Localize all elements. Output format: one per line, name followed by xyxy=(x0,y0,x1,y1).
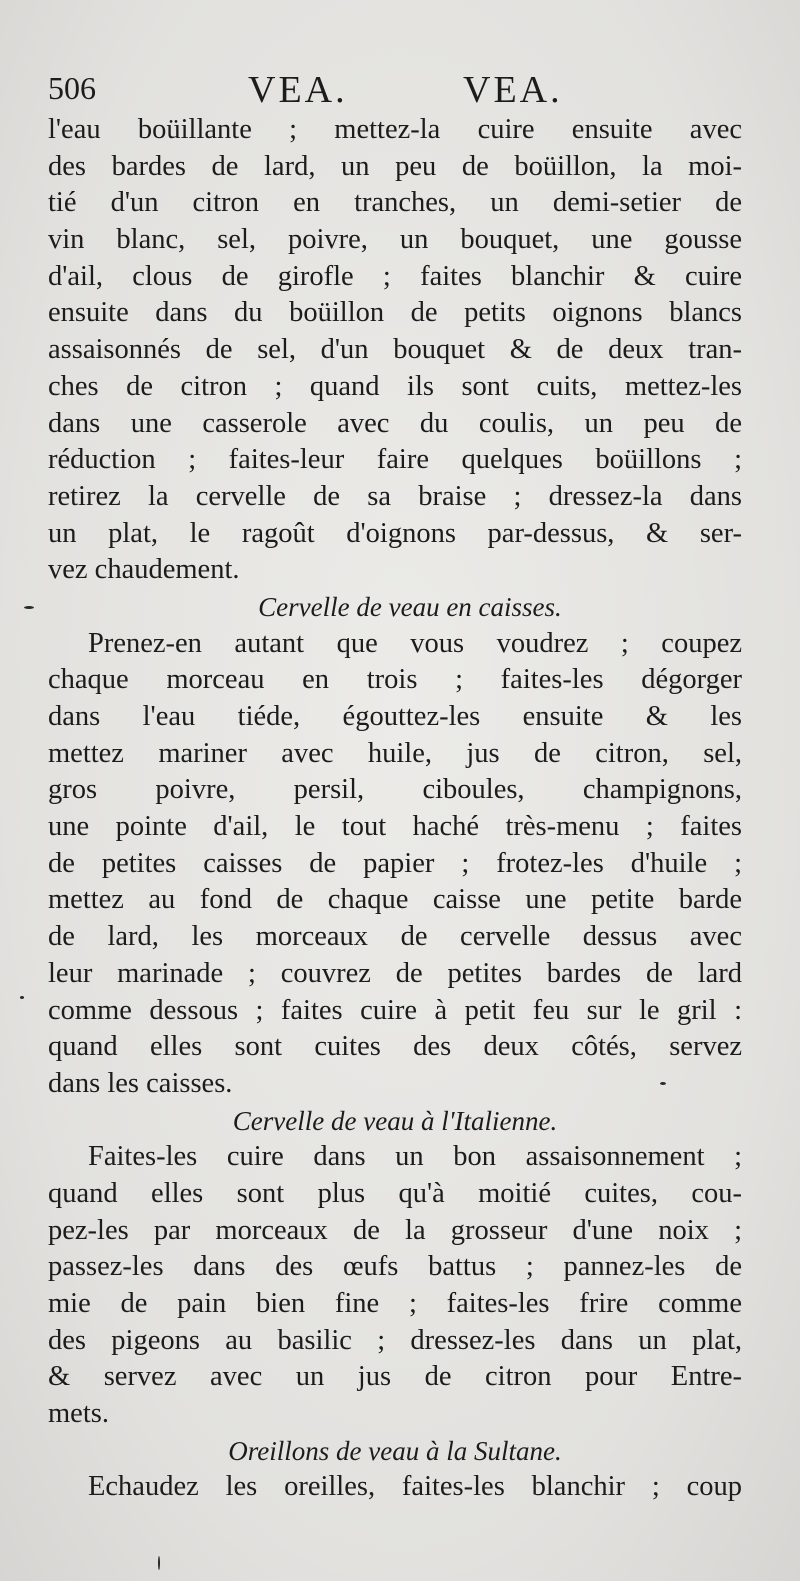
section-heading: Cervelle de veau à l'Italienne. xyxy=(232,1105,558,1136)
text-line: comme dessous ; faites cuire à petit feu sur le gril : xyxy=(48,994,742,1026)
text-line: l'eau boüillante ; mettez-la cuire ensuite avec xyxy=(48,114,742,145)
text-line: mie de pain bien fine ; faites-les frire comme xyxy=(48,1288,742,1319)
text-line: chaque morceau en trois ; faites-les dégorger xyxy=(48,664,742,696)
text-line: ches de citron ; quand ils sont cuits, mettez-les xyxy=(48,370,742,402)
page-number: 506 xyxy=(48,70,96,106)
running-head-left: VEA. xyxy=(248,69,348,111)
text-line: vez chaudement. xyxy=(48,554,240,586)
text-line: de petites caisses de papier ; frotez-les d'huile ; xyxy=(48,847,742,879)
text-line: dans une casserole avec du coulis, un peu de xyxy=(48,407,742,439)
text-line: un plat, le ragoût d'oignons par-dessus, & ser- xyxy=(48,517,742,549)
text-line: mets. xyxy=(48,1398,109,1430)
text-line: d'ail, clous de girofle ; faites blanchir & cuire xyxy=(48,260,742,292)
running-head-right: VEA. xyxy=(463,69,563,111)
text-line: leur marinade ; couvrez de petites bardes de lard xyxy=(48,957,742,989)
ink-speck xyxy=(158,1556,160,1570)
text-line: retirez la cervelle de sa braise ; dressez-la dans xyxy=(48,480,742,512)
ink-speck xyxy=(660,1082,666,1085)
page-body xyxy=(48,112,742,1506)
text-line: de lard, les morceaux de cervelle dessus avec xyxy=(48,921,742,953)
page-header xyxy=(48,68,588,112)
text-line: tié d'un citron en tranches, un demi-setier de xyxy=(48,187,742,219)
text-line: quand elles sont plus qu'à moitié cuites, cou- xyxy=(48,1177,742,1209)
text-line: gros poivre, persil, ciboules, champignons, xyxy=(48,774,742,806)
text-line: Echaudez les oreilles, faites-les blanchir ; coup xyxy=(88,1471,742,1503)
text-line: vin blanc, sel, poivre, un bouquet, une gousse xyxy=(48,224,742,256)
text-line: des pigeons au basilic ; dressez-les dans un plat, xyxy=(48,1324,742,1356)
text-line: des bardes de lard, un peu de boüillon, la moi- xyxy=(48,150,742,182)
text-line: dans l'eau tiéde, égouttez-les ensuite & les xyxy=(48,701,742,732)
text-line: une pointe d'ail, le tout haché très-menu ; faites xyxy=(48,811,742,843)
section-heading: Oreillons de veau à la Sultane. xyxy=(228,1435,562,1466)
text-line: mettez mariner avec huile, jus de citron, sel, xyxy=(48,737,742,769)
text-line: assaisonnés de sel, d'un bouquet & de deux tran- xyxy=(48,334,742,366)
text-line: Faites-les cuire dans un bon assaisonnement ; xyxy=(88,1141,742,1173)
ink-speck xyxy=(24,606,34,609)
text-line: passez-les dans des œufs battus ; pannez-les de xyxy=(48,1251,742,1283)
text-line: pez-les par morceaux de la grosseur d'une noix ; xyxy=(48,1214,742,1246)
text-line: quand elles sont cuites des deux côtés, servez xyxy=(48,1031,742,1063)
text-line: Prenez-en autant que vous voudrez ; coupez xyxy=(88,627,742,659)
section-heading: Cervelle de veau en caisses. xyxy=(258,591,562,622)
text-line: & servez avec un jus de citron pour Entre- xyxy=(48,1361,742,1393)
ink-speck xyxy=(20,996,24,999)
text-line: mettez au fond de chaque caisse une petite barde xyxy=(48,884,742,916)
text-line: dans les caisses. xyxy=(48,1067,233,1099)
text-line: réduction ; faites-leur faire quelques boüillons ; xyxy=(48,444,742,476)
text-line: ensuite dans du boüillon de petits oignons blancs xyxy=(48,297,742,329)
